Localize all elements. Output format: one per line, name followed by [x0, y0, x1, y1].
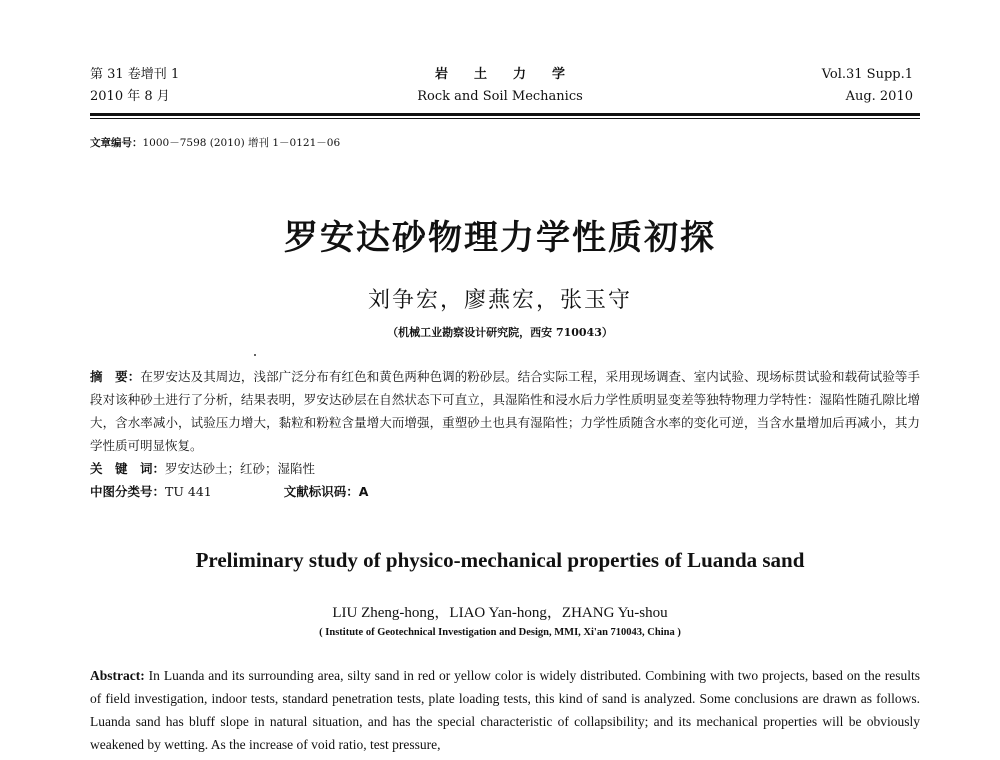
issue-date-en: Aug. 2010: [845, 89, 913, 104]
article-number-value: 1000－7598 (2010) 增刊 1－0121－06: [142, 137, 341, 149]
abstract-cn-label: 摘 要：: [90, 369, 141, 384]
header-right: [822, 64, 913, 108]
affiliation-cn: （机械工业勘察设计研究院，西安 710043）: [387, 326, 613, 339]
abstract-en-text: In Luanda and its surrounding area, silty sand in red or yellow color is widely distributed. Combining with two projects, based on the results of field investigation, indoor tests, standard penetration tests, plate loading tests, this kind of sand is analyzed. Some conclusions are drawn as follows. Luanda sand has bluff slope in natural situation, and has the special characteristic of collapsibility; and its mechanical properties will be obviously weakened by wetting. As the increase of void ratio, test pressure,: [90, 668, 920, 752]
issue-date-cn: 2010 年 8 月: [90, 89, 170, 104]
abstract-cn: [90, 365, 920, 457]
journal-name-en: Rock and Soil Mechanics: [417, 89, 583, 104]
title-cn: 罗安达砂物理力学性质初探: [284, 218, 716, 258]
header-rule-thin: [90, 118, 920, 119]
article-number: [90, 135, 340, 150]
keywords-cn: [90, 457, 315, 480]
authors-en: LIU Zheng-hong，LIAO Yan-hong，ZHANG Yu-shou: [332, 605, 668, 621]
doc-code-value: A: [358, 484, 369, 499]
classification: [90, 480, 368, 503]
doc-code-label: 文献标识码：: [283, 484, 359, 499]
journal-name-cn: 岩土力学: [434, 67, 591, 82]
header-center: [380, 64, 620, 108]
article-number-label: 文章编号：: [90, 137, 143, 149]
volume-info-en: Vol.31 Supp.1: [821, 67, 913, 82]
affiliation-en: ( Institute of Geotechnical Investigation and Design, MMI, Xi'an 710043, China ): [319, 627, 681, 638]
abstract-cn-text: 在罗安达及其周边，浅部广泛分布有红色和黄色两种色调的粉砂层。结合实际工程，采用现场调查、室内试验、现场标贯试验和载荷试验等手段对该种砂土进行了分析，结果表明，罗安达砂层在自然状态下可直立，具湿陷性和浸水后力学性质明显变差等独特物理力学特性：湿陷性随孔隙比增大，含水率减小，试验压力增大，黏粒和粉粒含量增大而增强，重塑砂土也具有湿陷性；力学性质随含水率的变化可逆，当含水量增加后再减小，其力学性质可明显恢复。: [90, 369, 920, 453]
abstract-en: [90, 664, 920, 756]
volume-info: 第 31 卷增刊 1: [90, 67, 180, 82]
clc-label: 中图分类号：: [90, 484, 166, 499]
stray-mark: [254, 354, 256, 356]
header-rule-thick: [90, 113, 920, 116]
abstract-en-label: Abstract:: [90, 668, 145, 683]
title-en: Preliminary study of physico-mechanical properties of Luanda sand: [195, 548, 805, 572]
keywords-cn-text: 罗安达砂土；红砂；湿陷性: [165, 461, 316, 476]
keywords-cn-label: 关 键 词：: [90, 461, 166, 476]
header-left: [90, 64, 179, 108]
clc-value: TU 441: [165, 484, 212, 499]
authors-cn: 刘争宏，廖燕宏，张玉守: [367, 288, 632, 313]
